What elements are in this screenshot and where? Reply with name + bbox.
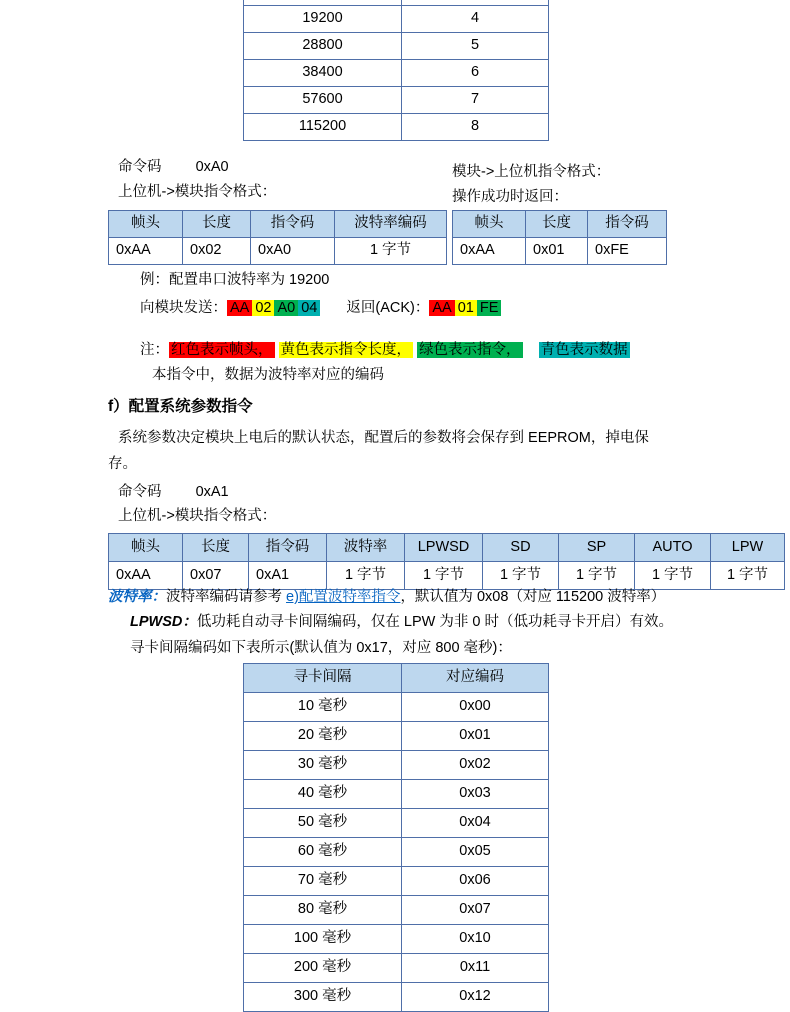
baud-config-link[interactable]: e)配置波特率指令 bbox=[286, 589, 401, 605]
cell-length: 0x07 bbox=[183, 562, 249, 590]
cell-command-code: 0xA1 bbox=[249, 562, 327, 590]
col-lpwsd: LPWSD bbox=[405, 534, 483, 562]
baud-code: 7 bbox=[402, 87, 549, 114]
cell-length: 0x02 bbox=[183, 238, 251, 265]
card-search-interval-table bbox=[243, 663, 549, 1012]
table-header-row bbox=[453, 211, 667, 238]
ack-byte-length: 01 bbox=[455, 300, 477, 316]
cell-auto: 1 字节 bbox=[635, 562, 711, 590]
cell-command-code: 0xFE bbox=[588, 238, 667, 265]
baud-rate-table bbox=[243, 0, 549, 141]
baud-command-code-line bbox=[118, 157, 229, 179]
ack-label: 返回(ACK)： bbox=[346, 300, 430, 316]
cell-baud: 1 字节 bbox=[327, 562, 405, 590]
cell-sp: 1 字节 bbox=[559, 562, 635, 590]
col-frame-head: 帧头 bbox=[453, 211, 526, 238]
table-row bbox=[244, 60, 549, 87]
send-byte-frame-head: AA bbox=[227, 300, 252, 316]
interval-code: 0x04 bbox=[402, 809, 549, 838]
cell-baud-code: 1 字节 bbox=[335, 238, 447, 265]
table-row bbox=[109, 562, 785, 590]
col-baud-code: 波特率编码 bbox=[335, 211, 447, 238]
section-heading-f: f）配置系统参数指令 bbox=[108, 398, 253, 415]
send-example-line bbox=[140, 298, 501, 320]
col-sp: SP bbox=[559, 534, 635, 562]
table-row bbox=[244, 751, 549, 780]
interval-code: 0x05 bbox=[402, 838, 549, 867]
system-parameter-format-table bbox=[108, 533, 785, 590]
note-green: 绿色表示指令， bbox=[419, 342, 521, 358]
col-command-code: 指令码 bbox=[588, 211, 667, 238]
command-code-label: 命令码 bbox=[118, 159, 162, 175]
interval-code: 0x12 bbox=[402, 983, 549, 1012]
interval-value: 50 毫秒 bbox=[244, 809, 402, 838]
baud-code: 6 bbox=[402, 60, 549, 87]
baud-note-post: ，默认值为 0x08（对应 115200 波特率） bbox=[400, 589, 666, 605]
cell-command-code: 0xA0 bbox=[251, 238, 335, 265]
baud-value: 115200 bbox=[244, 114, 402, 141]
table-row bbox=[244, 722, 549, 751]
baud-code: 4 bbox=[402, 6, 549, 33]
interval-value: 30 毫秒 bbox=[244, 751, 402, 780]
note-label: 注： bbox=[140, 342, 169, 358]
interval-value: 20 毫秒 bbox=[244, 722, 402, 751]
table-row bbox=[244, 780, 549, 809]
col-baud: 波特率 bbox=[327, 534, 405, 562]
col-command-code: 指令码 bbox=[251, 211, 335, 238]
interval-value: 80 毫秒 bbox=[244, 896, 402, 925]
interval-value: 300 毫秒 bbox=[244, 983, 402, 1012]
interval-value: 200 毫秒 bbox=[244, 954, 402, 983]
command-code-value: 0xA1 bbox=[195, 484, 229, 500]
cell-frame-head: 0xAA bbox=[453, 238, 526, 265]
col-frame-head: 帧头 bbox=[109, 534, 183, 562]
interval-code: 0x07 bbox=[402, 896, 549, 925]
col-sd: SD bbox=[483, 534, 559, 562]
table-row bbox=[244, 693, 549, 722]
module-to-host-label: 模块->上位机指令格式： bbox=[452, 164, 611, 180]
table-header-row bbox=[109, 534, 785, 562]
send-label: 向模块发送： bbox=[140, 300, 227, 316]
send-byte-command: A0 bbox=[274, 300, 298, 316]
table-header-row bbox=[244, 664, 549, 693]
interval-table-intro: 寻卡间隔编码如下表所示(默认值为 0x17，对应 800 毫秒)： bbox=[130, 640, 512, 656]
interval-code: 0x03 bbox=[402, 780, 549, 809]
note-line-2: 本指令中，数据为波特率对应的编码 bbox=[152, 367, 384, 383]
table-row bbox=[244, 867, 549, 896]
table-row bbox=[244, 925, 549, 954]
cell-lpw: 1 字节 bbox=[711, 562, 785, 590]
table-row bbox=[244, 114, 549, 141]
interval-code: 0x10 bbox=[402, 925, 549, 954]
interval-value: 40 毫秒 bbox=[244, 780, 402, 809]
note-yellow: 黄色表示指令长度， bbox=[280, 342, 412, 358]
sys-desc-line-2: 存。 bbox=[108, 456, 137, 472]
sys-desc-line-1: 系统参数决定模块上电后的默认状态，配置后的参数将会保存到 EEPROM，掉电保 bbox=[118, 430, 649, 446]
lpwsd-text: 低功耗自动寻卡间隔编码，仅在 LPW 为非 0 时（低功耗寻卡开启）有效。 bbox=[196, 614, 673, 630]
command-code-label: 命令码 bbox=[118, 484, 162, 500]
baud-parameter-note bbox=[108, 587, 665, 609]
col-lpw: LPW bbox=[711, 534, 785, 562]
sys-command-code-line bbox=[118, 482, 229, 504]
baud-note-label: 波特率： bbox=[108, 589, 166, 605]
interval-code: 0x01 bbox=[402, 722, 549, 751]
baud-value: 57600 bbox=[244, 87, 402, 114]
table-row bbox=[109, 238, 447, 265]
col-interval: 寻卡间隔 bbox=[244, 664, 402, 693]
color-note-line bbox=[140, 340, 630, 362]
table-row bbox=[244, 896, 549, 925]
host-to-module-format-table bbox=[108, 210, 447, 265]
note-cyan: 青色表示数据 bbox=[540, 342, 628, 358]
table-row bbox=[453, 238, 667, 265]
ack-byte-command: FE bbox=[477, 300, 502, 316]
col-length: 长度 bbox=[183, 534, 249, 562]
table-row bbox=[244, 983, 549, 1012]
host-to-module-label: 上位机->模块指令格式： bbox=[118, 184, 277, 200]
baud-code: 5 bbox=[402, 33, 549, 60]
col-code: 对应编码 bbox=[402, 664, 549, 693]
col-length: 长度 bbox=[183, 211, 251, 238]
table-header-row bbox=[109, 211, 447, 238]
col-auto: AUTO bbox=[635, 534, 711, 562]
interval-value: 60 毫秒 bbox=[244, 838, 402, 867]
table-row bbox=[244, 809, 549, 838]
lpwsd-label: LPWSD： bbox=[130, 614, 197, 630]
baud-value: 38400 bbox=[244, 60, 402, 87]
cell-sd: 1 字节 bbox=[483, 562, 559, 590]
send-byte-length: 02 bbox=[252, 300, 274, 316]
sys-host-to-module-label: 上位机->模块指令格式： bbox=[118, 508, 277, 524]
col-frame-head: 帧头 bbox=[109, 211, 183, 238]
col-command-code: 指令码 bbox=[249, 534, 327, 562]
cell-lpwsd: 1 字节 bbox=[405, 562, 483, 590]
col-length: 长度 bbox=[526, 211, 588, 238]
table-row bbox=[244, 6, 549, 33]
baud-note-pre: 波特率编码请参考 bbox=[166, 589, 287, 605]
baud-value: 28800 bbox=[244, 33, 402, 60]
interval-code: 0x11 bbox=[402, 954, 549, 983]
ack-byte-frame-head: AA bbox=[429, 300, 454, 316]
baud-code: 8 bbox=[402, 114, 549, 141]
example-line: 例：配置串口波特率为 19200 bbox=[140, 272, 330, 288]
table-row bbox=[244, 33, 549, 60]
table-row bbox=[244, 838, 549, 867]
module-to-host-format-table bbox=[452, 210, 667, 265]
success-return-label: 操作成功时返回： bbox=[452, 189, 568, 205]
interval-value: 100 毫秒 bbox=[244, 925, 402, 954]
cell-frame-head: 0xAA bbox=[109, 562, 183, 590]
interval-code: 0x02 bbox=[402, 751, 549, 780]
command-code-value: 0xA0 bbox=[195, 159, 229, 175]
interval-value: 70 毫秒 bbox=[244, 867, 402, 896]
table-row bbox=[244, 87, 549, 114]
table-row bbox=[244, 954, 549, 983]
cell-frame-head: 0xAA bbox=[109, 238, 183, 265]
send-byte-data: 04 bbox=[298, 300, 320, 316]
baud-value: 19200 bbox=[244, 6, 402, 33]
note-red: 红色表示帧头， bbox=[171, 342, 273, 358]
interval-value: 10 毫秒 bbox=[244, 693, 402, 722]
lpwsd-note bbox=[130, 612, 673, 634]
cell-length: 0x01 bbox=[526, 238, 588, 265]
interval-code: 0x00 bbox=[402, 693, 549, 722]
interval-code: 0x06 bbox=[402, 867, 549, 896]
